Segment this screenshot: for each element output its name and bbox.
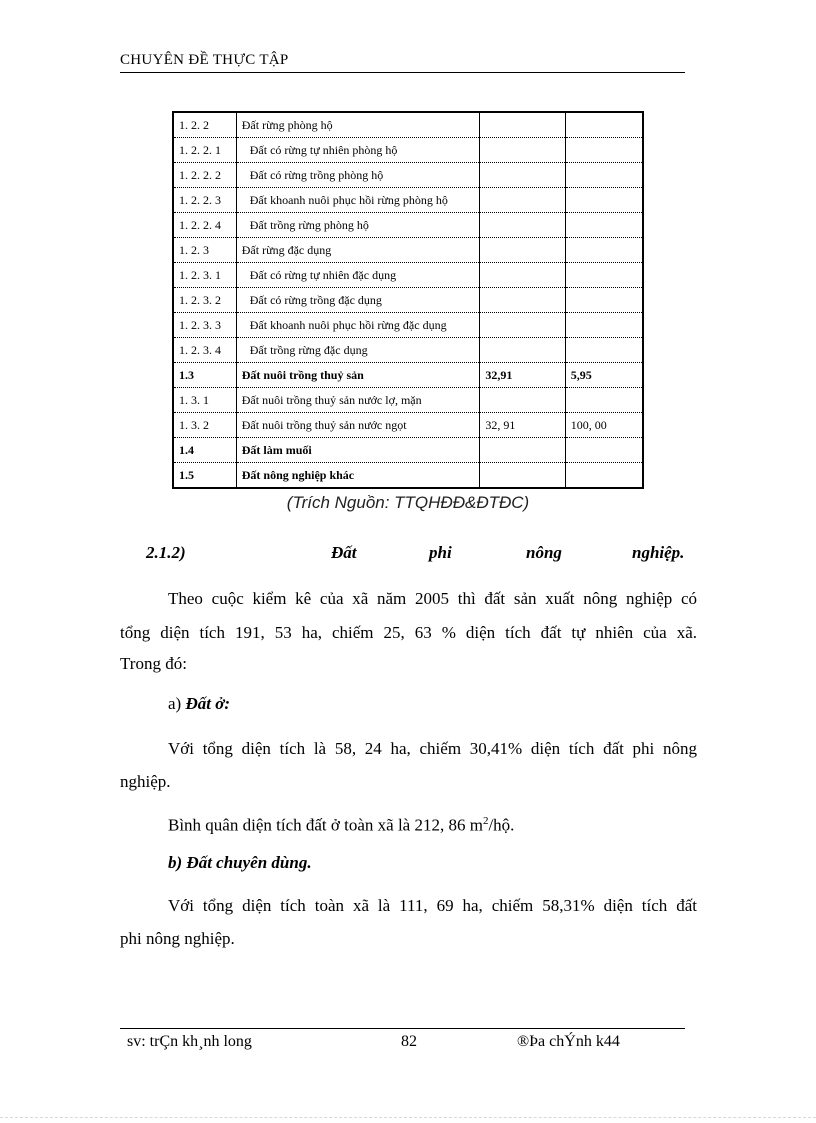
page-edge [0, 1117, 816, 1118]
cell-code: 1. 3. 1 [173, 388, 236, 413]
para-2-line-2: nghiệp. [120, 772, 171, 791]
para-4-line-2: phi nông nghiệp. [120, 929, 235, 948]
cell-v1 [480, 188, 565, 213]
section-heading [146, 543, 696, 567]
cell-name: Đất làm muối [236, 438, 480, 463]
footer-page-number: 82 [401, 1033, 417, 1050]
subheading-b: b) Đất chuyên dùng. [168, 853, 312, 872]
cell-v2 [565, 163, 643, 188]
cell-v1 [480, 463, 565, 489]
cell-v1 [480, 213, 565, 238]
cell-name: Đất có rừng trồng phòng hộ [236, 163, 480, 188]
table-row [173, 238, 643, 263]
cell-v1 [480, 313, 565, 338]
cell-name: Đất có rừng tự nhiên phòng hộ [236, 138, 480, 163]
cell-v1 [480, 263, 565, 288]
cell-v1 [480, 288, 565, 313]
table-row [173, 313, 643, 338]
cell-v2: 5,95 [565, 363, 643, 388]
cell-v2 [565, 438, 643, 463]
cell-code: 1. 2. 3. 1 [173, 263, 236, 288]
cell-v2 [565, 288, 643, 313]
table-row [173, 338, 643, 363]
cell-name: Đất rừng đặc dụng [236, 238, 480, 263]
cell-code: 1.5 [173, 463, 236, 489]
section-word-1: Đất [331, 543, 357, 562]
para-1-line-3: Trong đó: [120, 654, 187, 673]
para-3-suffix: /hộ. [488, 815, 515, 835]
cell-v2 [565, 463, 643, 489]
cell-name: Đất nuôi trồng thuỷ sản nước ngọt [236, 413, 480, 438]
section-word-2: phi [429, 543, 452, 562]
para-3 [168, 815, 514, 836]
cell-v2 [565, 313, 643, 338]
cell-code: 1.4 [173, 438, 236, 463]
cell-code: 1. 2. 2 [173, 112, 236, 138]
cell-name: Đất nuôi trồng thuỷ sản [236, 363, 480, 388]
cell-name: Đất trồng rừng phòng hộ [236, 213, 480, 238]
cell-name: Đất nuôi trồng thuỷ sản nước lợ, mặn [236, 388, 480, 413]
section-word-4: nghiệp. [632, 543, 685, 562]
source-note: (Trích Nguồn: TTQHĐĐ&ĐTĐC) [286, 493, 530, 512]
cell-v1 [480, 112, 565, 138]
cell-v2 [565, 112, 643, 138]
table-row [173, 138, 643, 163]
para-1-line-1: Theo cuộc kiểm kê của xã năm 2005 thì đất sản xuất nông nghiệp có [168, 589, 697, 608]
cell-v2 [565, 388, 643, 413]
cell-v1 [480, 388, 565, 413]
cell-code: 1. 2. 3. 3 [173, 313, 236, 338]
cell-code: 1. 2. 2. 4 [173, 213, 236, 238]
table-row [173, 188, 643, 213]
cell-name: Đất rừng phòng hộ [236, 112, 480, 138]
cell-v1 [480, 238, 565, 263]
cell-v1 [480, 438, 565, 463]
page-header [120, 50, 685, 73]
subheading-a [168, 694, 230, 714]
footer-department: ®Þa chÝnh k44 [517, 1033, 620, 1050]
subheading-a-prefix: a) [168, 694, 182, 713]
table-row [173, 438, 643, 463]
cell-code: 1. 2. 3. 4 [173, 338, 236, 363]
cell-v2 [565, 138, 643, 163]
cell-code: 1. 2. 2. 3 [173, 188, 236, 213]
cell-code: 1.3 [173, 363, 236, 388]
cell-name: Đất có rừng trồng đặc dụng [236, 288, 480, 313]
footer-author: sv: trÇn kh¸nh long [127, 1033, 252, 1050]
cell-code: 1. 2. 3 [173, 238, 236, 263]
cell-v2 [565, 338, 643, 363]
table-row [173, 413, 643, 438]
table-row [173, 163, 643, 188]
section-number: 2.1.2) [146, 543, 186, 562]
table-row [173, 388, 643, 413]
cell-code: 1. 2. 2. 2 [173, 163, 236, 188]
footer-rule [120, 1028, 685, 1029]
section-word-3: nông [526, 543, 562, 562]
cell-v1 [480, 338, 565, 363]
table-row [173, 213, 643, 238]
cell-name: Đất nông nghiệp khác [236, 463, 480, 489]
table-row [173, 263, 643, 288]
table-row [173, 463, 643, 489]
cell-v1: 32, 91 [480, 413, 565, 438]
cell-v1 [480, 138, 565, 163]
cell-code: 1. 3. 2 [173, 413, 236, 438]
cell-code: 1. 2. 2. 1 [173, 138, 236, 163]
subheading-a-title: Đất ở: [185, 694, 231, 713]
cell-name: Đất khoanh nuôi phục hồi rừng đặc dụng [236, 313, 480, 338]
header-title: CHUYÊN ĐỀ THỰC TẬP [120, 52, 289, 68]
para-2-line-1: Với tổng diện tích là 58, 24 ha, chiếm 30,41% diện tích đất phi nông [168, 739, 697, 758]
cell-v1 [480, 163, 565, 188]
cell-v2 [565, 188, 643, 213]
cell-v2 [565, 263, 643, 288]
cell-name: Đất khoanh nuôi phục hồi rừng phòng hộ [236, 188, 480, 213]
table-row [173, 288, 643, 313]
para-3-text: Bình quân diện tích đất ở toàn xã là 212, 86 m [168, 815, 483, 835]
cell-name: Đất trồng rừng đặc dụng [236, 338, 480, 363]
cell-v2 [565, 213, 643, 238]
cell-name: Đất có rừng tự nhiên đặc dụng [236, 263, 480, 288]
land-use-table [172, 111, 644, 489]
table-row [173, 363, 643, 388]
cell-v1: 32,91 [480, 363, 565, 388]
cell-v2: 100, 00 [565, 413, 643, 438]
para-3-superscript: 2 [482, 815, 489, 827]
cell-v2 [565, 238, 643, 263]
para-4-line-1: Với tổng diện tích toàn xã là 111, 69 ha, chiếm 58,31% diện tích đất [168, 896, 697, 915]
table-row [173, 112, 643, 138]
para-1-line-2: tổng diện tích 191, 53 ha, chiếm 25, 63 % diện tích đất tự nhiên của xã. [120, 623, 697, 642]
cell-code: 1. 2. 3. 2 [173, 288, 236, 313]
